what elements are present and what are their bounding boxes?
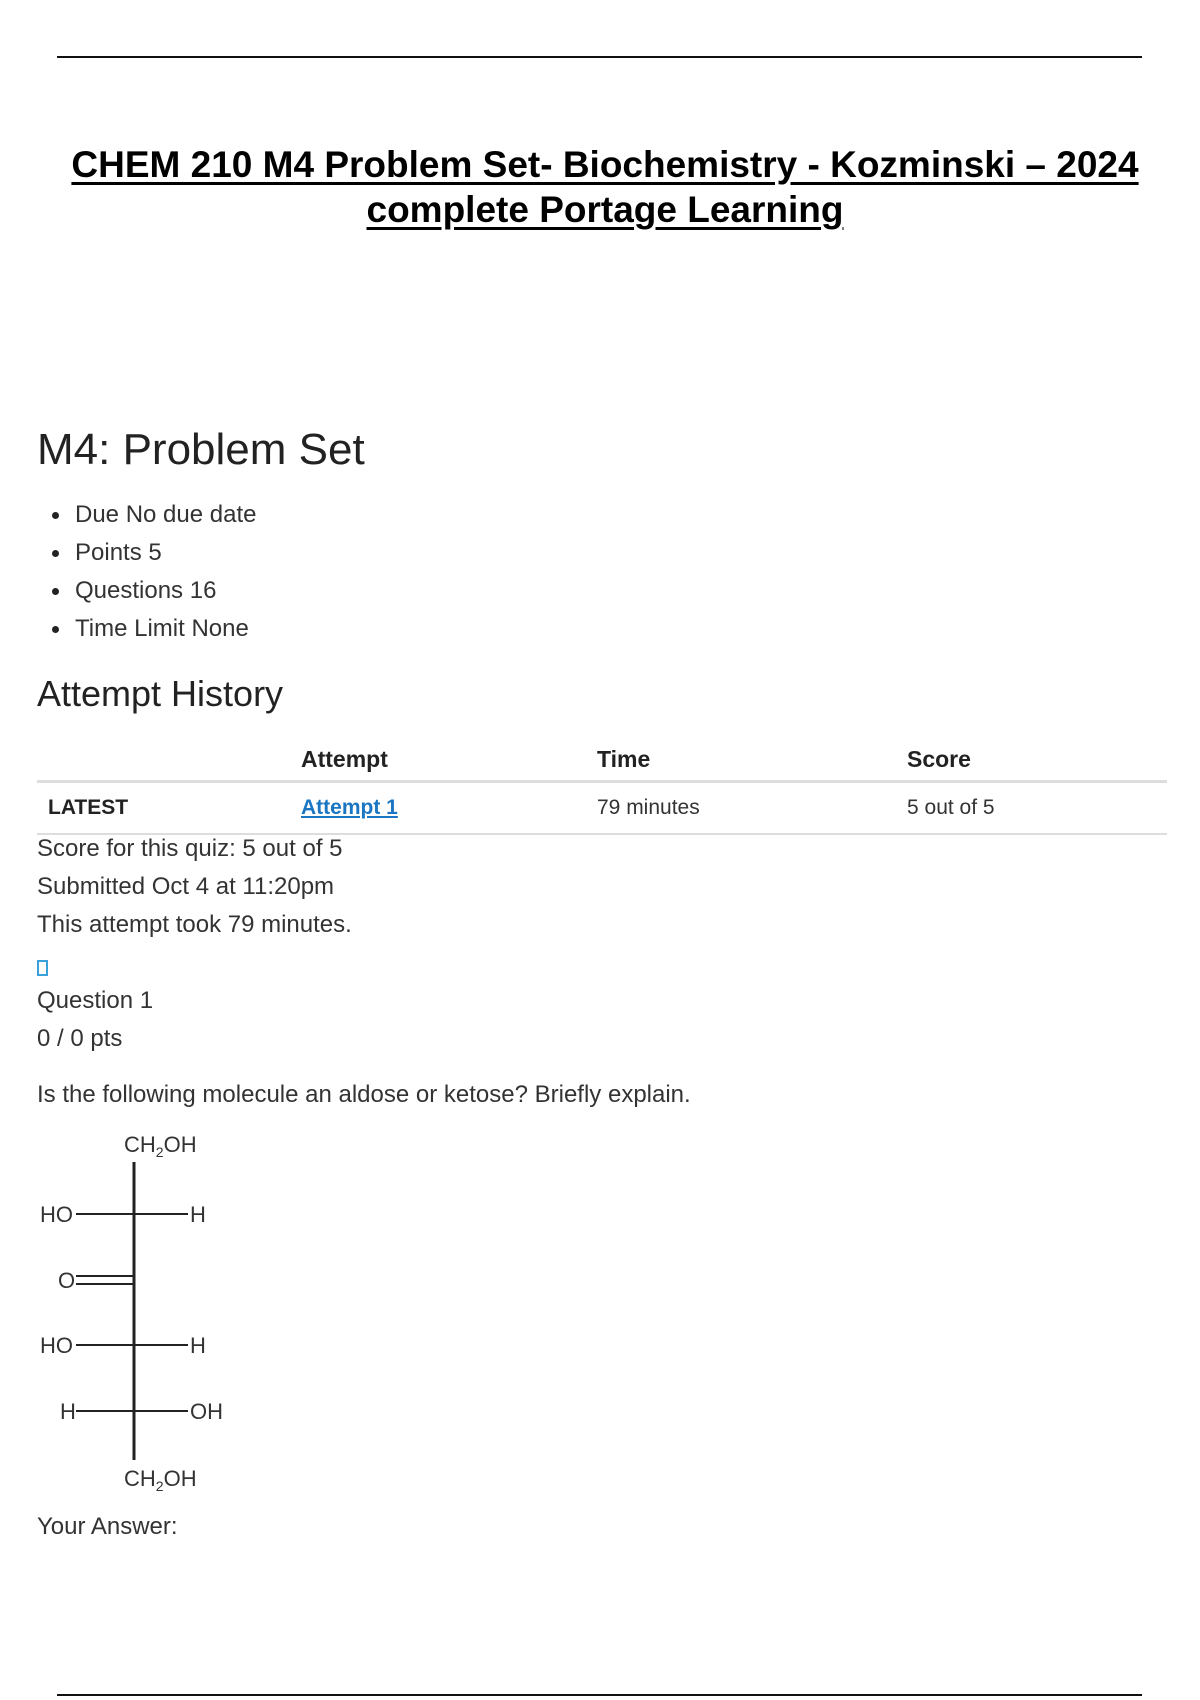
attempt-score: 5 out of 5	[907, 782, 1167, 835]
quiz-score: Score for this quiz: 5 out of 5	[37, 835, 343, 862]
column-header-time: Time	[597, 738, 907, 782]
column-header-score: Score	[907, 738, 1167, 782]
attempt-duration: This attempt took 79 minutes.	[37, 911, 352, 938]
row4-left: H	[60, 1399, 76, 1424]
row2-left: O	[58, 1268, 76, 1293]
quiz-details	[37, 500, 256, 652]
detail-points: Points 5	[37, 538, 256, 576]
table-row	[37, 782, 1167, 835]
row3-right: H	[190, 1333, 206, 1358]
column-header-attempt: Attempt	[301, 738, 597, 782]
column-header-label	[37, 738, 301, 782]
top-group: $CH_2OH$	[124, 1132, 197, 1160]
fischer-projection	[30, 1128, 230, 1498]
attempt-history-heading: Attempt History	[37, 673, 284, 714]
detail-questions: Questions 16	[37, 576, 256, 614]
attempt-history-table	[37, 738, 1167, 835]
submitted-date: Submitted Oct 4 at 11:20pm	[37, 873, 335, 900]
page-title: M4: Problem Set	[37, 425, 365, 474]
top-rule	[57, 56, 1142, 58]
table-header-row	[37, 738, 1167, 782]
row1-left: HO	[40, 1202, 73, 1227]
detail-due: Due No due date	[37, 500, 256, 538]
question-points: 0 / 0 pts	[37, 1025, 123, 1052]
answer-label: Your Answer:	[37, 1513, 178, 1540]
row1-right: H	[190, 1202, 206, 1227]
bottom-rule	[57, 1694, 1142, 1696]
flag-icon[interactable]	[37, 960, 48, 976]
question-number: Question 1	[37, 987, 154, 1014]
attempt-cell	[301, 782, 597, 835]
row4-right: OH	[190, 1399, 223, 1424]
attempt-time: 79 minutes	[597, 782, 907, 835]
question-prompt: Is the following molecule an aldose or ketose? Briefly explain.	[37, 1081, 691, 1108]
attempt-link[interactable]: Attempt 1	[301, 796, 398, 819]
document-title: CHEM 210 M4 Problem Set- Biochemistry - Kozminski – 2024 complete Portage Learning	[71, 144, 1139, 230]
detail-time-limit: Time Limit None	[37, 614, 256, 652]
row3-left: HO	[40, 1333, 73, 1358]
bottom-group: $CH_2OH$	[124, 1466, 197, 1494]
latest-label: LATEST	[37, 782, 301, 835]
